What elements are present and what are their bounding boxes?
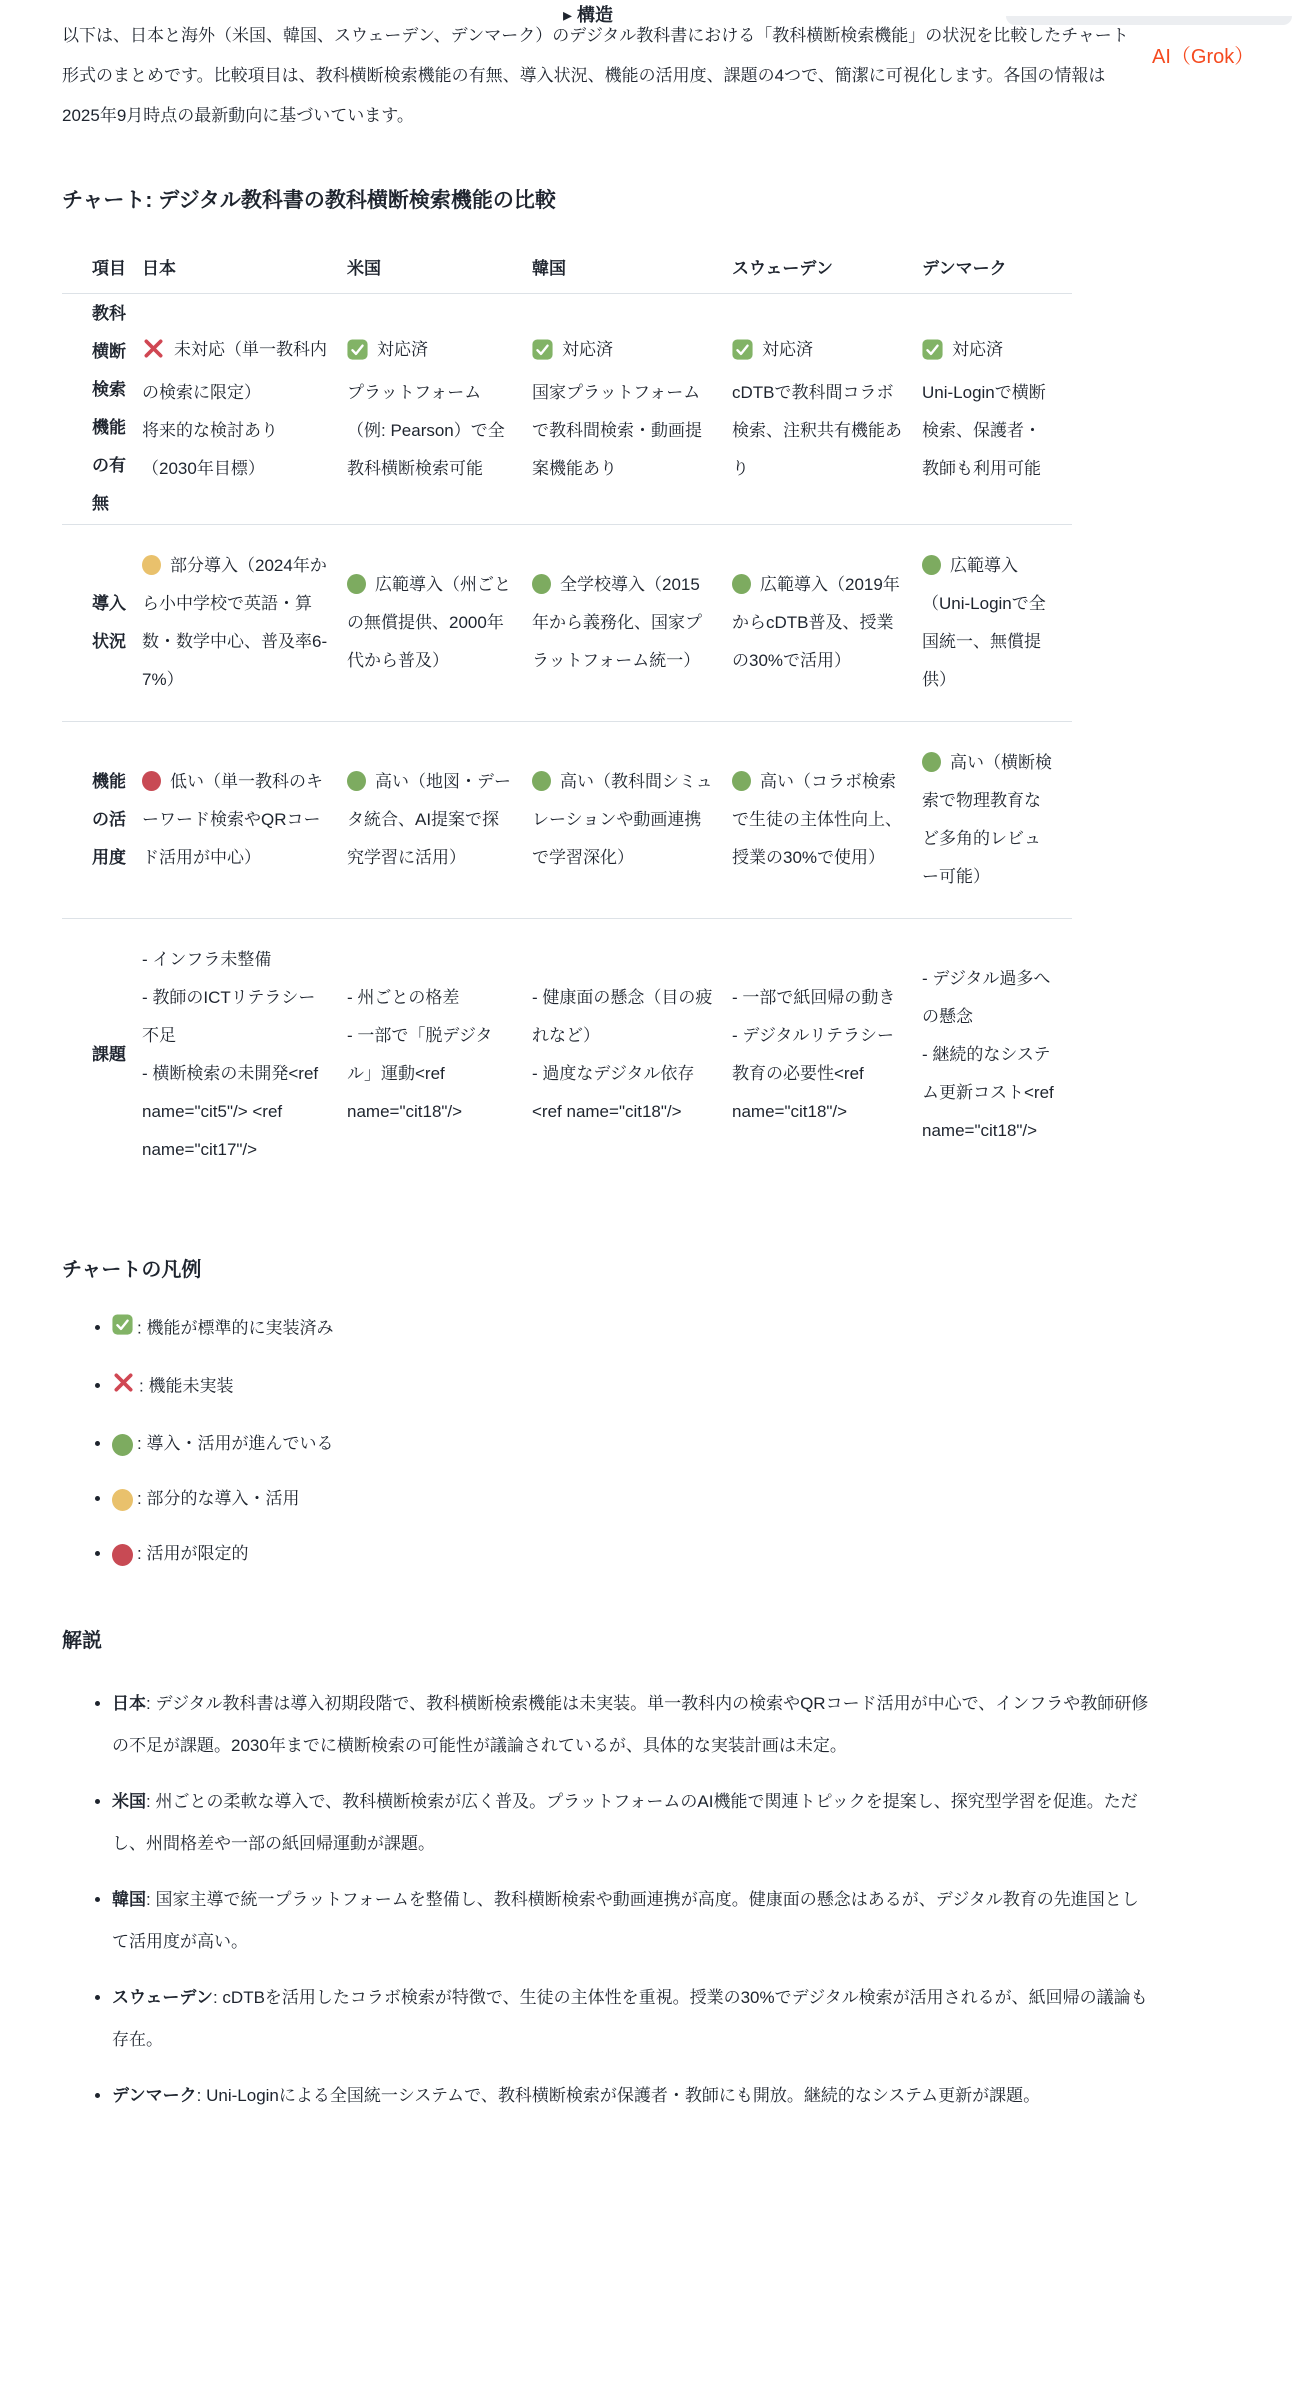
legend-section-heading: チャートの凡例 [62, 1259, 202, 1281]
legend-item [112, 1314, 1232, 1344]
column-header-usa: 米国 [347, 248, 532, 294]
legend-item [112, 1430, 1232, 1458]
circle-green-icon [732, 574, 751, 594]
commentary-country-term: デンマーク [112, 2086, 197, 2105]
table-cell [347, 722, 532, 919]
cell-text: - 継続的なシステム更新コスト<ref name="cit18"/> [922, 1045, 1054, 1140]
check-icon [922, 336, 943, 374]
legend-item [112, 1371, 1232, 1403]
cell-text: 低い（単一教科のキーワード検索やQRコード活用が中心） [142, 772, 323, 867]
table-cell [732, 722, 922, 919]
column-header-denmark: デンマーク [922, 248, 1072, 294]
circle-green-icon [112, 1434, 133, 1456]
clipped-top-chip [1006, 16, 1292, 25]
commentary-item [112, 1781, 1152, 1865]
cell-text: 国家プラットフォームで教科間検索・動画提案機能あり [532, 382, 702, 478]
check-icon [532, 336, 553, 374]
table-header-row [62, 248, 1072, 294]
legend-item-text: : 機能未実装 [139, 1376, 234, 1396]
legend-item-text: : 導入・活用が進んでいる [137, 1434, 334, 1453]
legend-item [112, 1540, 1232, 1568]
row-label: 導入状況 [62, 525, 142, 722]
circle-red-icon [112, 1544, 133, 1566]
check-icon [112, 1314, 133, 1344]
circle-green-icon [347, 771, 366, 791]
cell-text: cDTBで教科間コラボ検索、注釈共有機能あり [732, 382, 902, 478]
commentary-text: : Uni-Loginによる全国統一システムで、教科横断検索が保護者・教師にも開放。継続的なシステム更新が課題。 [196, 2086, 1041, 2105]
row-label: 教科横断検索機能の有無 [62, 294, 142, 525]
clipped-top-text: ▸ 構造 [563, 5, 614, 25]
table-cell [532, 294, 732, 525]
table-cell [347, 919, 532, 1192]
commentary-text: : 州ごとの柔軟な導入で、教科横断検索が広く普及。プラットフォームのAI機能で関連トピックを提案し、探究型学習を促進。ただし、州間格差や一部の紙回帰運動が課題。 [112, 1792, 1138, 1853]
table-cell [142, 919, 347, 1192]
cell-text: - デジタル過多への懸念 [922, 969, 1051, 1026]
cell-text: - 横断検索の未開発<ref name="cit5"/> <ref name="cit17"/> [142, 1064, 319, 1159]
commentary-text: : デジタル教科書は導入初期段階で、教科横断検索機能は未実装。単一教科内の検索やQRコード活用が中心で、インフラや教師研修の不足が課題。2030年までに横断検索の可能性が議論されているが、具体的な実装計画は未定。 [112, 1694, 1149, 1755]
circle-yellow-icon [142, 555, 161, 575]
chart-section-heading: チャート: デジタル教科書の教科横断検索機能の比較 [62, 189, 556, 212]
table-cell [142, 722, 347, 919]
cell-text: - 一部で紙回帰の動き [732, 988, 896, 1007]
legend-item-text: : 活用が限定的 [137, 1544, 249, 1563]
table-cell [732, 525, 922, 722]
check-icon [347, 336, 368, 374]
cell-text: プラットフォーム（例: Pearson）で全教科横断検索可能 [347, 382, 505, 478]
check-icon [732, 336, 753, 374]
cell-text: Uni-Loginで横断検索、保護者・教師も利用可能 [922, 382, 1046, 478]
table-cell [532, 722, 732, 919]
circle-green-icon [532, 574, 551, 594]
commentary-section-heading: 解説 [62, 1630, 102, 1652]
commentary-list [62, 1683, 1152, 2117]
circle-red-icon [142, 771, 161, 791]
cell-text: - インフラ未整備 [142, 950, 272, 969]
table-row [62, 722, 1072, 919]
table-row [62, 294, 1072, 525]
table-cell [532, 525, 732, 722]
intro-paragraph: 以下は、日本と海外（米国、韓国、スウェーデン、デンマーク）のデジタル教科書における「教科横断検索機能」の状況を比較したチャート形式のまとめです。比較項目は、教科横断検索機能の有無、導入状況、機能の活用度、課題の4つで、簡潔に可視化します。各国の情報は2025年9月時点の最新動向に基づいています。 [62, 26, 1129, 125]
cross-icon [142, 336, 165, 374]
circle-green-icon [922, 752, 941, 772]
table-cell [922, 294, 1072, 525]
cell-text: - デジタルリテラシー教育の必要性<ref name="cit18"/> [732, 1026, 895, 1121]
table-cell [732, 919, 922, 1192]
legend-item-text: : 機能が標準的に実装済み [137, 1318, 334, 1338]
commentary-country-term: 米国 [112, 1792, 146, 1811]
comparison-table [62, 248, 1072, 1191]
table-cell [922, 919, 1072, 1192]
cell-text: 部分導入（2024年から小中学校で英語・算数・数学中心、普及率6-7%） [142, 556, 328, 689]
table-cell [347, 525, 532, 722]
table-cell [347, 294, 532, 525]
comparison-table-body [62, 294, 1072, 1192]
cell-text: 高い（地図・データ統合、AI提案で探究学習に活用） [347, 772, 511, 867]
circle-green-icon [532, 771, 551, 791]
table-cell [142, 525, 347, 722]
commentary-country-term: スウェーデン [112, 1988, 213, 2007]
commentary-text: : cDTBを活用したコラボ検索が特徴で、生徒の主体性を重視。授業の30%でデジタル検索が活用されるが、紙回帰の議論も存在。 [112, 1988, 1148, 2049]
commentary-item [112, 1683, 1152, 1767]
column-header-korea: 韓国 [532, 248, 732, 294]
row-label: 課題 [92, 1045, 126, 1064]
cell-text: 高い（教科間シミュレーションや動画連携で学習深化） [532, 772, 713, 867]
commentary-item [112, 2075, 1152, 2117]
cell-text: 対応済 [562, 339, 613, 359]
column-header-japan: 日本 [142, 248, 347, 294]
row-label: 機能の活用度 [62, 722, 142, 919]
cell-text: - 州ごとの格差 [347, 988, 460, 1007]
cell-text: 対応済 [952, 339, 1003, 359]
column-header-sweden: スウェーデン [732, 248, 922, 294]
cell-text: 広範導入（Uni-Loginで全国統一、無償提供） [922, 556, 1046, 689]
cell-text: - 一部で「脱デジタル」運動<ref name="cit18"/> [347, 1026, 493, 1121]
table-row [62, 919, 1072, 1192]
cell-text: 高い（コラボ検索で生徒の主体性向上、授業の30%で使用） [732, 772, 902, 867]
circle-green-icon [922, 555, 941, 575]
cell-text: - 教師のICTリテラシー不足 [142, 988, 316, 1045]
cell-text: 高い（横断検索で物理教育など多角的レビュー可能） [922, 753, 1052, 886]
cell-text: 広範導入（州ごとの無償提供、2000年代から普及） [347, 575, 511, 670]
circle-green-icon [732, 771, 751, 791]
table-cell [142, 294, 347, 525]
commentary-item [112, 1879, 1152, 1963]
commentary-country-term: 日本 [112, 1694, 146, 1713]
circle-green-icon [347, 574, 366, 594]
table-cell [732, 294, 922, 525]
table-cell [922, 722, 1072, 919]
cell-text: 将来的な検討あり（2030年目標） [142, 420, 278, 478]
cell-text: - 健康面の懸念（目の疲れなど） [532, 988, 713, 1045]
circle-yellow-icon [112, 1489, 133, 1511]
table-row [62, 525, 1072, 722]
cell-text: 広範導入（2019年からcDTB普及、授業の30%で活用） [732, 575, 900, 670]
cell-text: 対応済 [762, 339, 813, 359]
cell-text: 全学校導入（2015年から義務化、国家プラットフォーム統一） [532, 575, 702, 670]
ai-annotation-label: AI（Grok） [1152, 46, 1255, 68]
legend-list [62, 1314, 1232, 1568]
cross-icon [112, 1371, 135, 1403]
legend-item [112, 1485, 1232, 1513]
column-header-item: 項目 [62, 248, 142, 294]
legend-item-text: : 部分的な導入・活用 [137, 1489, 300, 1508]
commentary-item [112, 1977, 1152, 2061]
commentary-text: : 国家主導で統一プラットフォームを整備し、教科横断検索や動画連携が高度。健康面の懸念はあるが、デジタル教育の先進国として活用度が高い。 [112, 1890, 1139, 1951]
cell-text: 対応済 [377, 339, 428, 359]
table-cell [532, 919, 732, 1192]
commentary-country-term: 韓国 [112, 1890, 146, 1909]
cell-text: - 過度なデジタル依存<ref name="cit18"/> [532, 1064, 695, 1121]
cell-text: 未対応（単一教科内の検索に限定） [142, 339, 327, 402]
table-cell [922, 525, 1072, 722]
